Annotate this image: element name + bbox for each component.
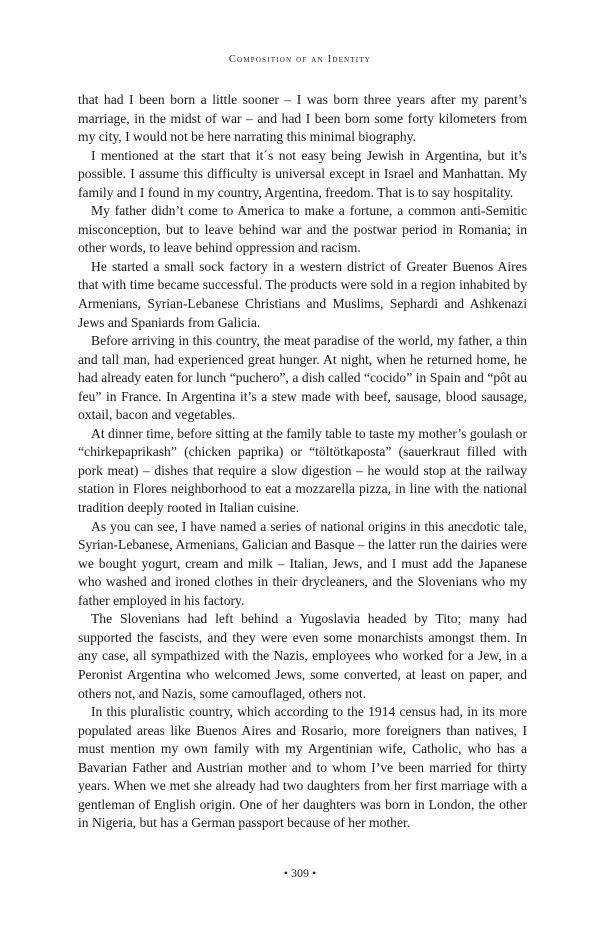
paragraph-pluralistic-country: In this pluralistic country, which according to the 1914 census had, in its more populated areas like Buenos Aires and Rosario, more foreigners than natives, I must mention my own family with my Argentinian wife, Catholic, who has a Bavarian Father and Austrian mother and to whom I’ve been married for thirty years. When we met she already had two daughters from her first marriage with a gentleman of English origin. One of her daughters was born in London, the other in Nigeria, but has a German passport because of her mother. [78,704,527,831]
paragraph-national-origins: As you can see, I have named a series of national origins in this anecdotic tale, Syrian-Lebanese, Armenians, Galician and Basque – the latter run the dairies were we bought yogurt, cream and milk – Italian, Jews, and I must add the Japanese who washed and ironed clothes in their drycleaners, and the Slovenians who my father employed in his factory. [78,518,527,608]
paragraph-continued: that had I been born a little sooner – I was born three years after my parent’s marriage, in the midst of war – and had I been born some forty kilometers from my city, I would not be here narrating this minimal biography. [78,92,527,145]
page-number: • 309 • [283,866,317,880]
paragraph-slovenians: The Slovenians had left behind a Yugoslavia headed by Tito; many had supported the fascists, and they were even some monarchists amongst them. In any case, all sympathized with the Nazis, employees who worked for a Jew, in a Peronist Argentina who welcomed Jews, some converted, at least on paper, and others not, and Nazis, some camouflaged, others not. [78,611,527,701]
body-text [78,91,527,833]
paragraph-father-came-to-america: My father didn’t come to America to make a fortune, a common anti-Semitic misconception, but to leave behind war and the postwar period in Romania; in other words, to leave behind oppression and racism. [78,203,527,256]
paragraph-sock-factory: He started a small sock factory in a western district of Greater Buenos Aires that with time became successful. The products were sold in a region inhabited by Armenians, Syrian-Lebanese Christians and Muslims, Sephardi and Ashkenazi Jews and Spaniards from Galicia. [78,258,527,330]
paragraph-dinner-time: At dinner time, before sitting at the family table to taste my mother’s goulash or “chirkepaprikash” (chicken paprika) or “töltötkaposta” (sauerkraut filled with pork meat) – dishes that require a slow digestion – he would stop at the railway station in Flores neighborhood to eat a mozzarella pizza, in line with the national tradition deeply rooted in Italian cuisine. [78,425,527,516]
running-head: Composition of an Identity [228,54,372,65]
paragraph-jewish-in-argentina: I mentioned at the start that it´s not easy being Jewish in Argentina, but it’s possible. I assume this difficulty is universal except in Israel and Manhattan. My family and I found in my country, Argentina, freedom. That is to say hospitality. [78,147,527,200]
paragraph-hunger-puchero: Before arriving in this country, the meat paradise of the world, my father, a thin and tall man, had experienced great hunger. At night, when he returned home, he had already eaten for lunch “puchero”, a dish called “cocido” in Spain and “pôt au feu” in France. In Argentina it’s a stew made with beef, sausage, blood sausage, oxtail, bacon and vegetables. [78,333,527,423]
